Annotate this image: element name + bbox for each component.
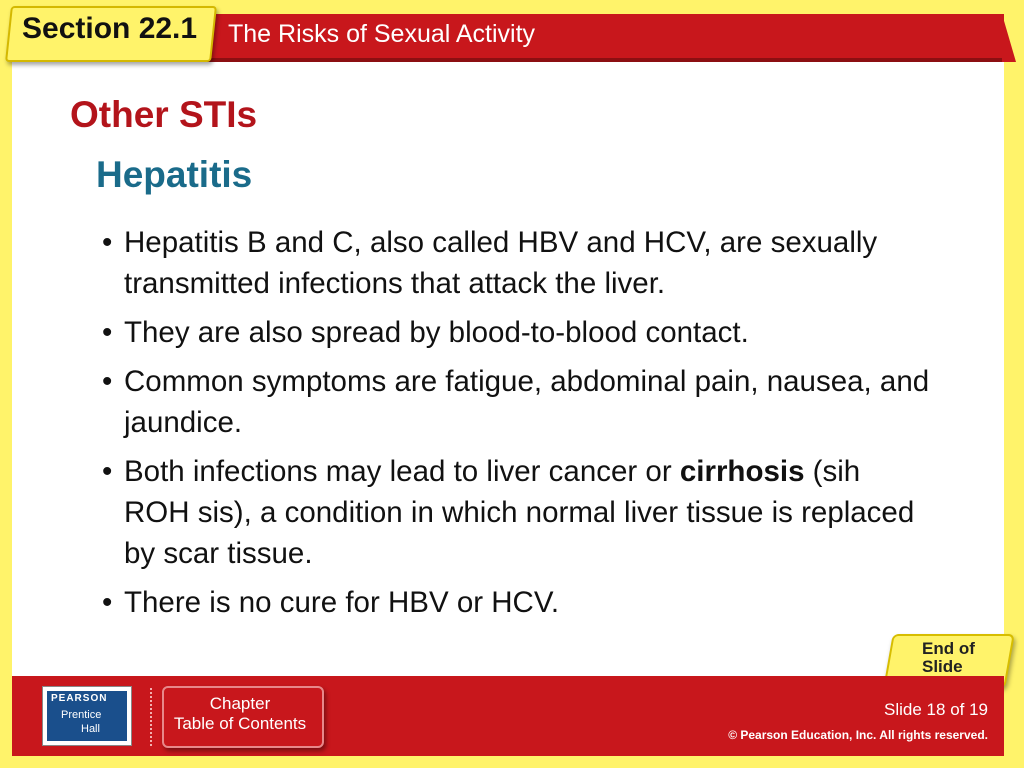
bullet-text-after: (sih ROH sis), a condition in which normal liver tissue is replaced by scar tissue. bbox=[124, 455, 915, 570]
footer-bar bbox=[12, 676, 1004, 756]
chapter-label-line1: Chapter bbox=[209, 694, 271, 713]
logo-text-pearson: PEARSON bbox=[51, 693, 108, 704]
header-title: The Risks of Sexual Activity bbox=[228, 20, 536, 48]
pearson-logo bbox=[42, 686, 132, 746]
bullet-item bbox=[100, 222, 930, 304]
footer-divider bbox=[150, 688, 152, 746]
bullet-dot: • bbox=[102, 226, 113, 259]
section-label: Section 22.1 bbox=[22, 12, 198, 45]
bullet-text-before: Both infections may lead to liver cancer or bbox=[124, 455, 680, 488]
bullet-dot: • bbox=[102, 455, 113, 488]
bullet-item bbox=[100, 361, 930, 443]
bullet-text: Hepatitis B and C, also called HBV and HCV, are sexually transmitted infections that attack the liver. bbox=[124, 226, 878, 300]
end-of-slide-label[interactable] bbox=[922, 640, 1002, 676]
bullet-dot: • bbox=[102, 586, 113, 619]
chapter-label-line2: Table of Contents bbox=[173, 714, 307, 733]
slide-counter: Slide 18 of 19 bbox=[884, 700, 988, 719]
bullet-item bbox=[100, 582, 930, 623]
topic-title: Other STIs bbox=[70, 94, 258, 135]
bullet-dot: • bbox=[102, 365, 113, 398]
copyright-notice: © Pearson Education, Inc. All rights reserved. bbox=[728, 728, 988, 742]
key-term-cirrhosis: cirrhosis bbox=[679, 455, 805, 488]
logo-text-prentice: Prentice bbox=[61, 709, 102, 721]
bullet-list bbox=[100, 222, 930, 631]
bullet-text: There is no cure for HBV or HCV. bbox=[124, 586, 560, 619]
chapter-toc-label[interactable] bbox=[170, 694, 310, 734]
bullet-dot: • bbox=[102, 316, 113, 349]
subtopic-title: Hepatitis bbox=[96, 154, 253, 195]
bullet-text: They are also spread by blood-to-blood contact. bbox=[124, 316, 749, 349]
bullet-item bbox=[100, 451, 930, 574]
logo-text-hall: Hall bbox=[81, 723, 100, 735]
bullet-item bbox=[100, 312, 930, 353]
end-label-line1: End of bbox=[922, 639, 975, 658]
bullet-text: Common symptoms are fatigue, abdominal pain, nausea, and jaundice. bbox=[124, 365, 930, 439]
end-label-line2: Slide bbox=[922, 657, 963, 676]
